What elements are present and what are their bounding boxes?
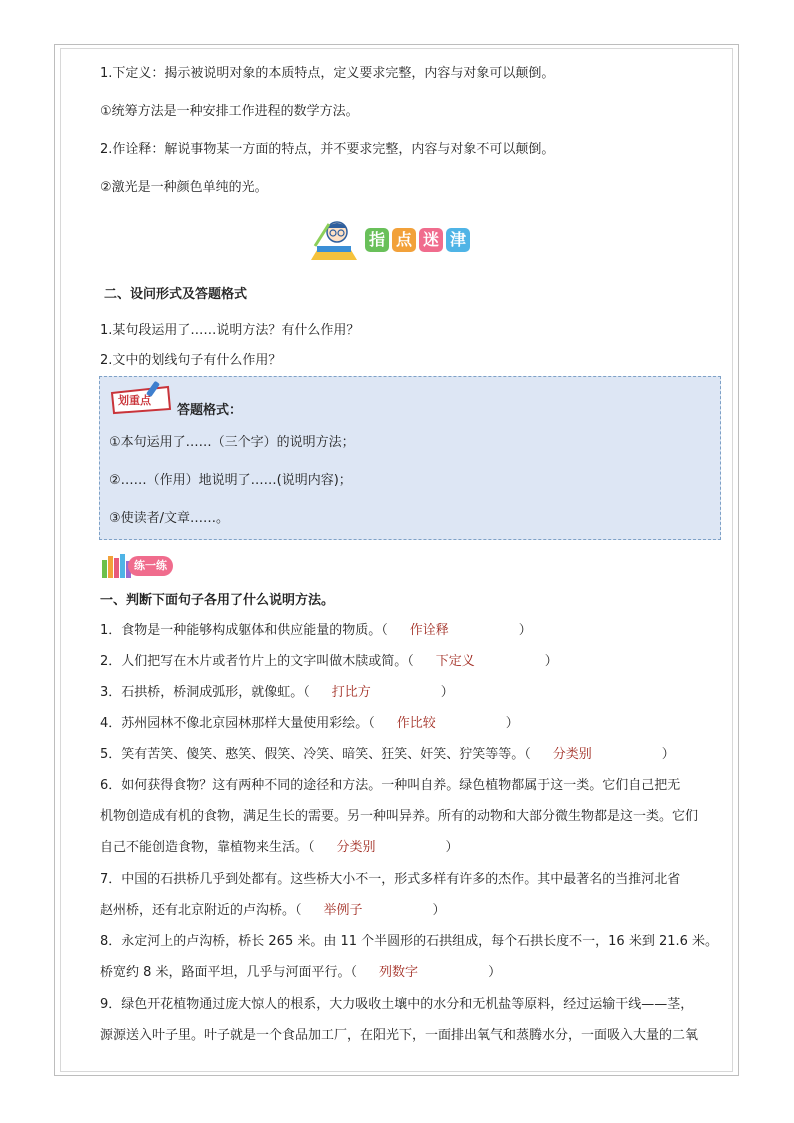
practice-item-2: 2．人们把写在木片或者竹片上的文字叫做木牍或简。（ 下定义 ） bbox=[100, 654, 558, 669]
answer-5: 分类别 bbox=[552, 747, 592, 762]
question-1: 1.某句段运用了……说明方法？有什么作用？ bbox=[100, 323, 360, 338]
banner-char-4: 津 bbox=[446, 228, 470, 252]
answer-8: 列数字 bbox=[379, 965, 419, 980]
answer-6: 分类别 bbox=[336, 840, 376, 855]
callout-line-1: ①本句运用了……（三个字）的说明方法； bbox=[109, 435, 355, 450]
practice-heading: 一、判断下面句子各用了什么说明方法。 bbox=[100, 593, 335, 608]
practice-item-9-line-1: 9．绿色开花植物通过庞大惊人的根系，大力吸收土壤中的水分和无机盐等原料，经过运输干线——茎， bbox=[100, 997, 694, 1012]
callout-line-2: ②……（作用）地说明了……(说明内容)； bbox=[109, 473, 352, 488]
example-1: ①统筹方法是一种安排工作进程的数学方法。 bbox=[100, 104, 359, 119]
practice-item-4: 4．苏州园林不像北京园林那样大量使用彩绘。（ 作比较 ） bbox=[100, 716, 519, 731]
question-2: 2.文中的划线句子有什么作用？ bbox=[100, 353, 282, 368]
banner-char-3: 迷 bbox=[419, 228, 443, 252]
practice-item-6-line-2: 机物创造成有机的食物，满足生长的需要。另一种叫异养。所有的动物和大部分微生物都是这一类。它们 bbox=[100, 809, 699, 824]
callout-line-3: ③使读者/文章……。 bbox=[109, 511, 230, 526]
banner-char-2: 点 bbox=[392, 228, 416, 252]
answer-7: 举例子 bbox=[323, 903, 363, 918]
answer-3: 打比方 bbox=[331, 685, 371, 700]
practice-item-7-line-1: 7．中国的石拱桥几乎到处都有。这些桥大小不一，形式多样有许多的杰作。其中最著名的当推河北省 bbox=[100, 872, 681, 887]
example-2: ②激光是一种颜色单纯的光。 bbox=[100, 180, 268, 195]
answer-2: 下定义 bbox=[435, 654, 475, 669]
callout-title: 答题格式： bbox=[177, 403, 243, 418]
definition-1: 1.下定义：揭示被说明对象的本质特点，定义要求完整，内容与对象可以颠倒。 bbox=[100, 66, 555, 81]
practice-item-3: 3．石拱桥，桥洞成弧形，就像虹。（ 打比方 ） bbox=[100, 685, 454, 700]
answer-format-box bbox=[99, 376, 721, 540]
highlight-stamp bbox=[108, 381, 174, 415]
practice-item-7-line-2: 赵州桥，还有北京附近的卢沟桥。（ 举例子 ） bbox=[100, 903, 446, 918]
definition-2: 2.作诠释：解说事物某一方面的特点，并不要求完整，内容与对象不可以颠倒。 bbox=[100, 142, 555, 157]
student-reading-icon bbox=[307, 216, 363, 264]
guidance-banner bbox=[307, 216, 491, 264]
practice-item-1: 1．食物是一种能够构成躯体和供应能量的物质。（ 作诠释 ） bbox=[100, 623, 532, 638]
answer-1: 作诠释 bbox=[409, 623, 449, 638]
practice-item-9-line-2: 源源送入叶子里。叶子就是一个食品加工厂，在阳光下，一面排出氧气和蒸腾水分，一面吸入大量的二氧 bbox=[100, 1028, 699, 1043]
practice-item-8-line-1: 8．永定河上的卢沟桥，桥长 265 米。由 11 个半圆形的石拱组成，每个石拱长度不一，16 米到 21.6 米。 bbox=[100, 934, 719, 949]
answer-4: 作比较 bbox=[396, 716, 436, 731]
practice-item-6-line-1: 6．如何获得食物？这有两种不同的途径和方法。一种叫自养。绿色植物都属于这一类。它们自己把无 bbox=[100, 778, 681, 793]
practice-logo-label: 练一练 bbox=[128, 556, 173, 576]
practice-item-8-line-2: 桥宽约 8 米，路面平坦，几乎与河面平行。（ 列数字 ） bbox=[100, 965, 502, 980]
stamp-label: 划重点 bbox=[118, 394, 151, 407]
practice-item-6-line-3: 自己不能创造食物，靠植物来生活。（ 分类别 ） bbox=[100, 840, 459, 855]
section-heading: 二、设问形式及答题格式 bbox=[104, 287, 248, 302]
banner-char-1: 指 bbox=[365, 228, 389, 252]
practice-item-5: 5．笑有苦笑、傻笑、憨笑、假笑、冷笑、暗笑、狂笑、奸笑、狞笑等等。（ 分类别 ） bbox=[100, 747, 675, 762]
practice-logo bbox=[100, 552, 190, 580]
